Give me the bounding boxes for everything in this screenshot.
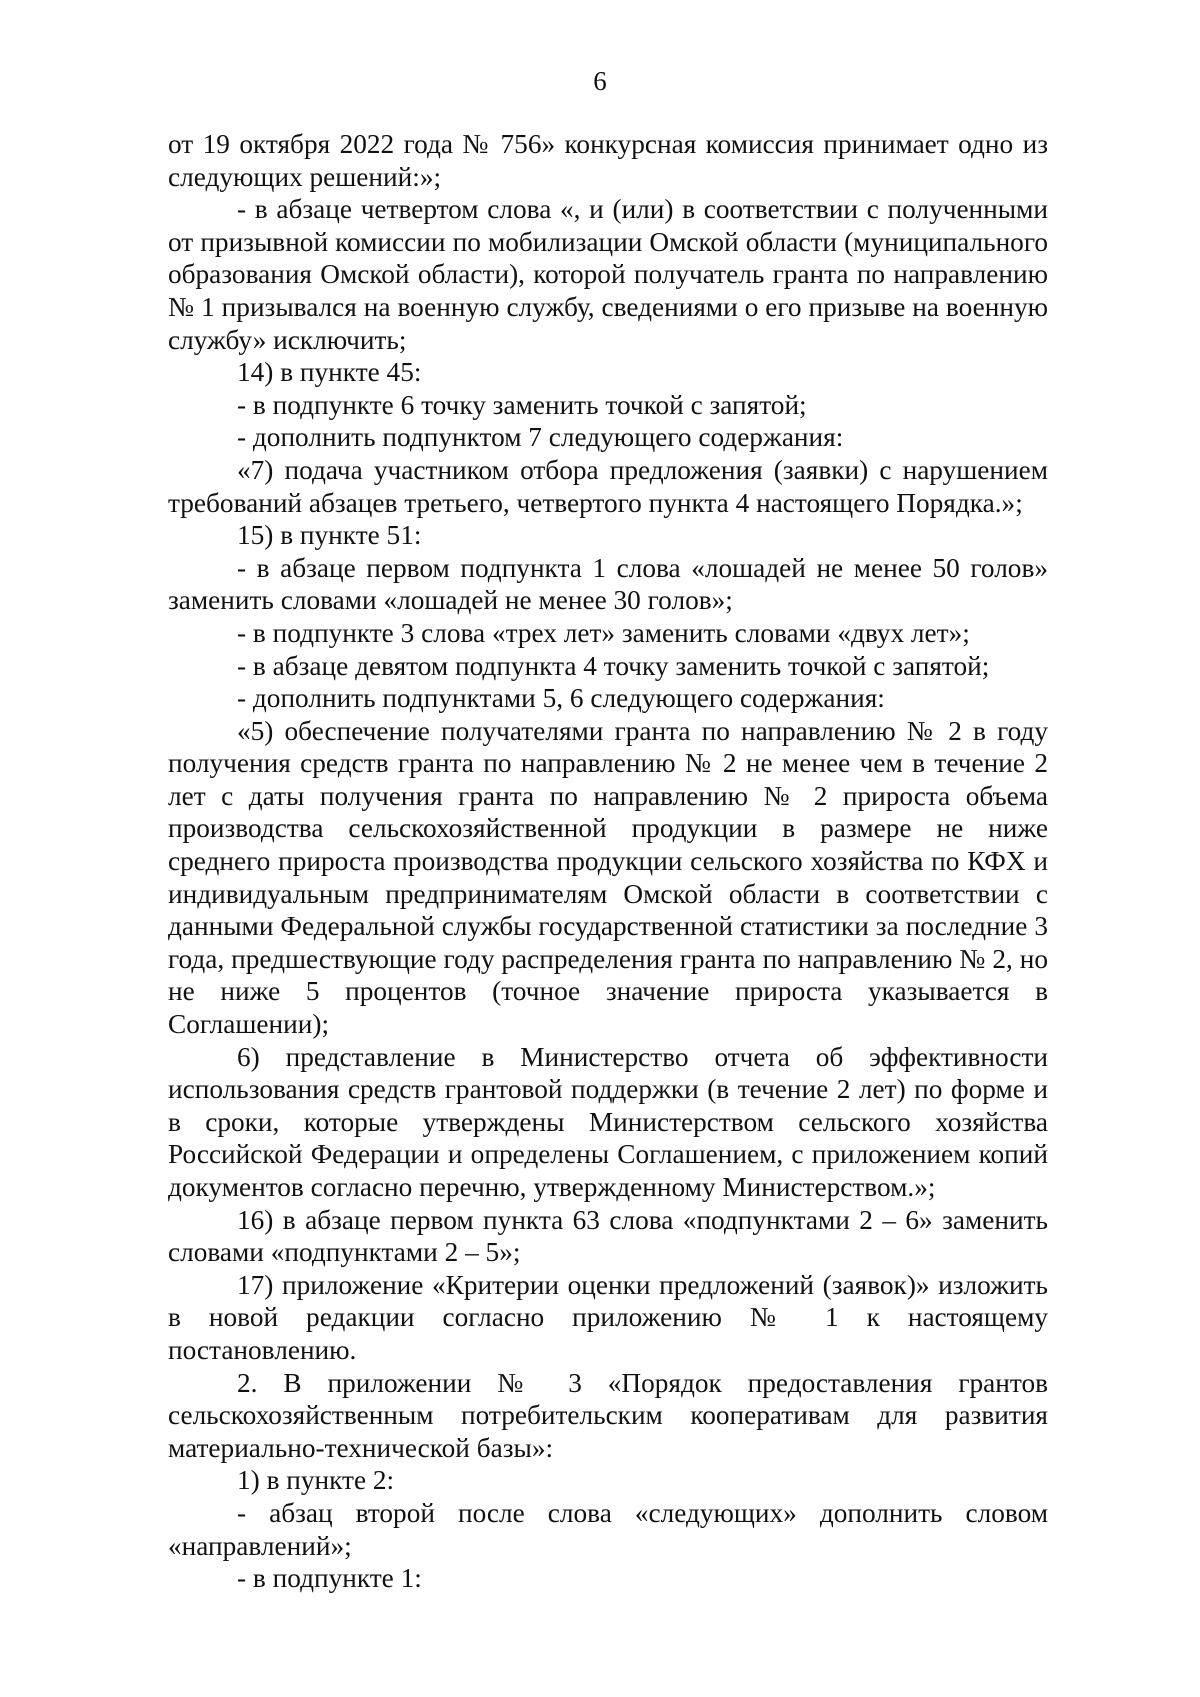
paragraph: «7) подача участником отбора предложения (заявки) с нарушением требований абзацев третьего, четвертого пункта 4 настоящего Порядка.»; <box>168 454 1048 518</box>
paragraph: - в подпункте 6 точку заменить точкой с запятой; <box>237 389 807 420</box>
paragraph: 2. В приложении № 3 «Порядок предоставления грантов сельскохозяйственным потребительским кооперативам для развития материально-технической базы»: <box>168 1367 1048 1463</box>
paragraph: 14) в пункте 45: <box>237 357 422 388</box>
paragraph: 1) в пункте 2: <box>237 1465 395 1496</box>
paragraph: от 19 октября 2022 года № 756» конкурсная комиссия принимает одно из следующих решений:»; <box>168 129 1048 192</box>
paragraph: - в абзаце четвертом слова «, и (или) в соответствии с полученными от призывной комиссии по мобилизации Омской области (муниципального образования Омской области), которой получатель гранта по направлению № 1 призывался на военную службу, сведениями о его призыве на военную службу» исключить; <box>168 194 1048 355</box>
paragraph: - дополнить подпунктами 5, 6 следующего содержания: <box>237 683 885 714</box>
paragraph: 15) в пункте 51: <box>237 520 422 551</box>
document-body <box>168 128 1048 1595</box>
paragraph: - дополнить подпунктом 7 следующего содержания: <box>237 422 844 453</box>
paragraph: - в подпункте 1: <box>237 1563 422 1594</box>
paragraph: - в абзаце первом подпункта 1 слова «лошадей не менее 50 голов» заменить словами «лошадей не менее 30 голов»; <box>168 552 1048 616</box>
paragraph: «5) обеспечение получателями гранта по направлению № 2 в году получения средств гранта по направлению № 2 не менее чем в течение 2 лет с даты получения гранта по направлению № 2 прироста объема производства сельскохозяйственной продукции в размере не ниже среднего прироста производства продукции сельского хозяйства по КФХ и индивидуальным предпринимателям Омской области в соответствии с данными Федеральной службы государственной статистики за последние 3 года, предшествующие году распределения гранта по направлению № 2, но не ниже 5 процентов (точное значение прироста указывается в Соглашении); <box>168 715 1048 1040</box>
paragraph: - в подпункте 3 слова «трех лет» заменить словами «двух лет»; <box>237 617 970 648</box>
paragraph: 16) в абзаце первом пункта 63 слова «подпунктами 2 – 6» заменить словами «подпунктами 2 – 5»; <box>168 1204 1048 1268</box>
page-number: 6 <box>593 66 607 96</box>
paragraph: - в абзаце девятом подпункта 4 точку заменить точкой с запятой; <box>237 650 990 681</box>
paragraph: 17) приложение «Критерии оценки предложений (заявок)» изложить в новой редакции согласно приложению № 1 к настоящему постановлению. <box>168 1269 1048 1365</box>
paragraph: - абзац второй после слова «следующих» дополнить словом «направлений»; <box>168 1497 1048 1561</box>
paragraph: 6) представление в Министерство отчета об эффективности использования средств грантовой поддержки (в течение 2 лет) по форме и в сроки, которые утверждены Министерством сельского хозяйства Российской Федерации и определены Соглашением, с приложением копий документов согласно перечню, утвержденному Министерством.»; <box>168 1041 1048 1202</box>
